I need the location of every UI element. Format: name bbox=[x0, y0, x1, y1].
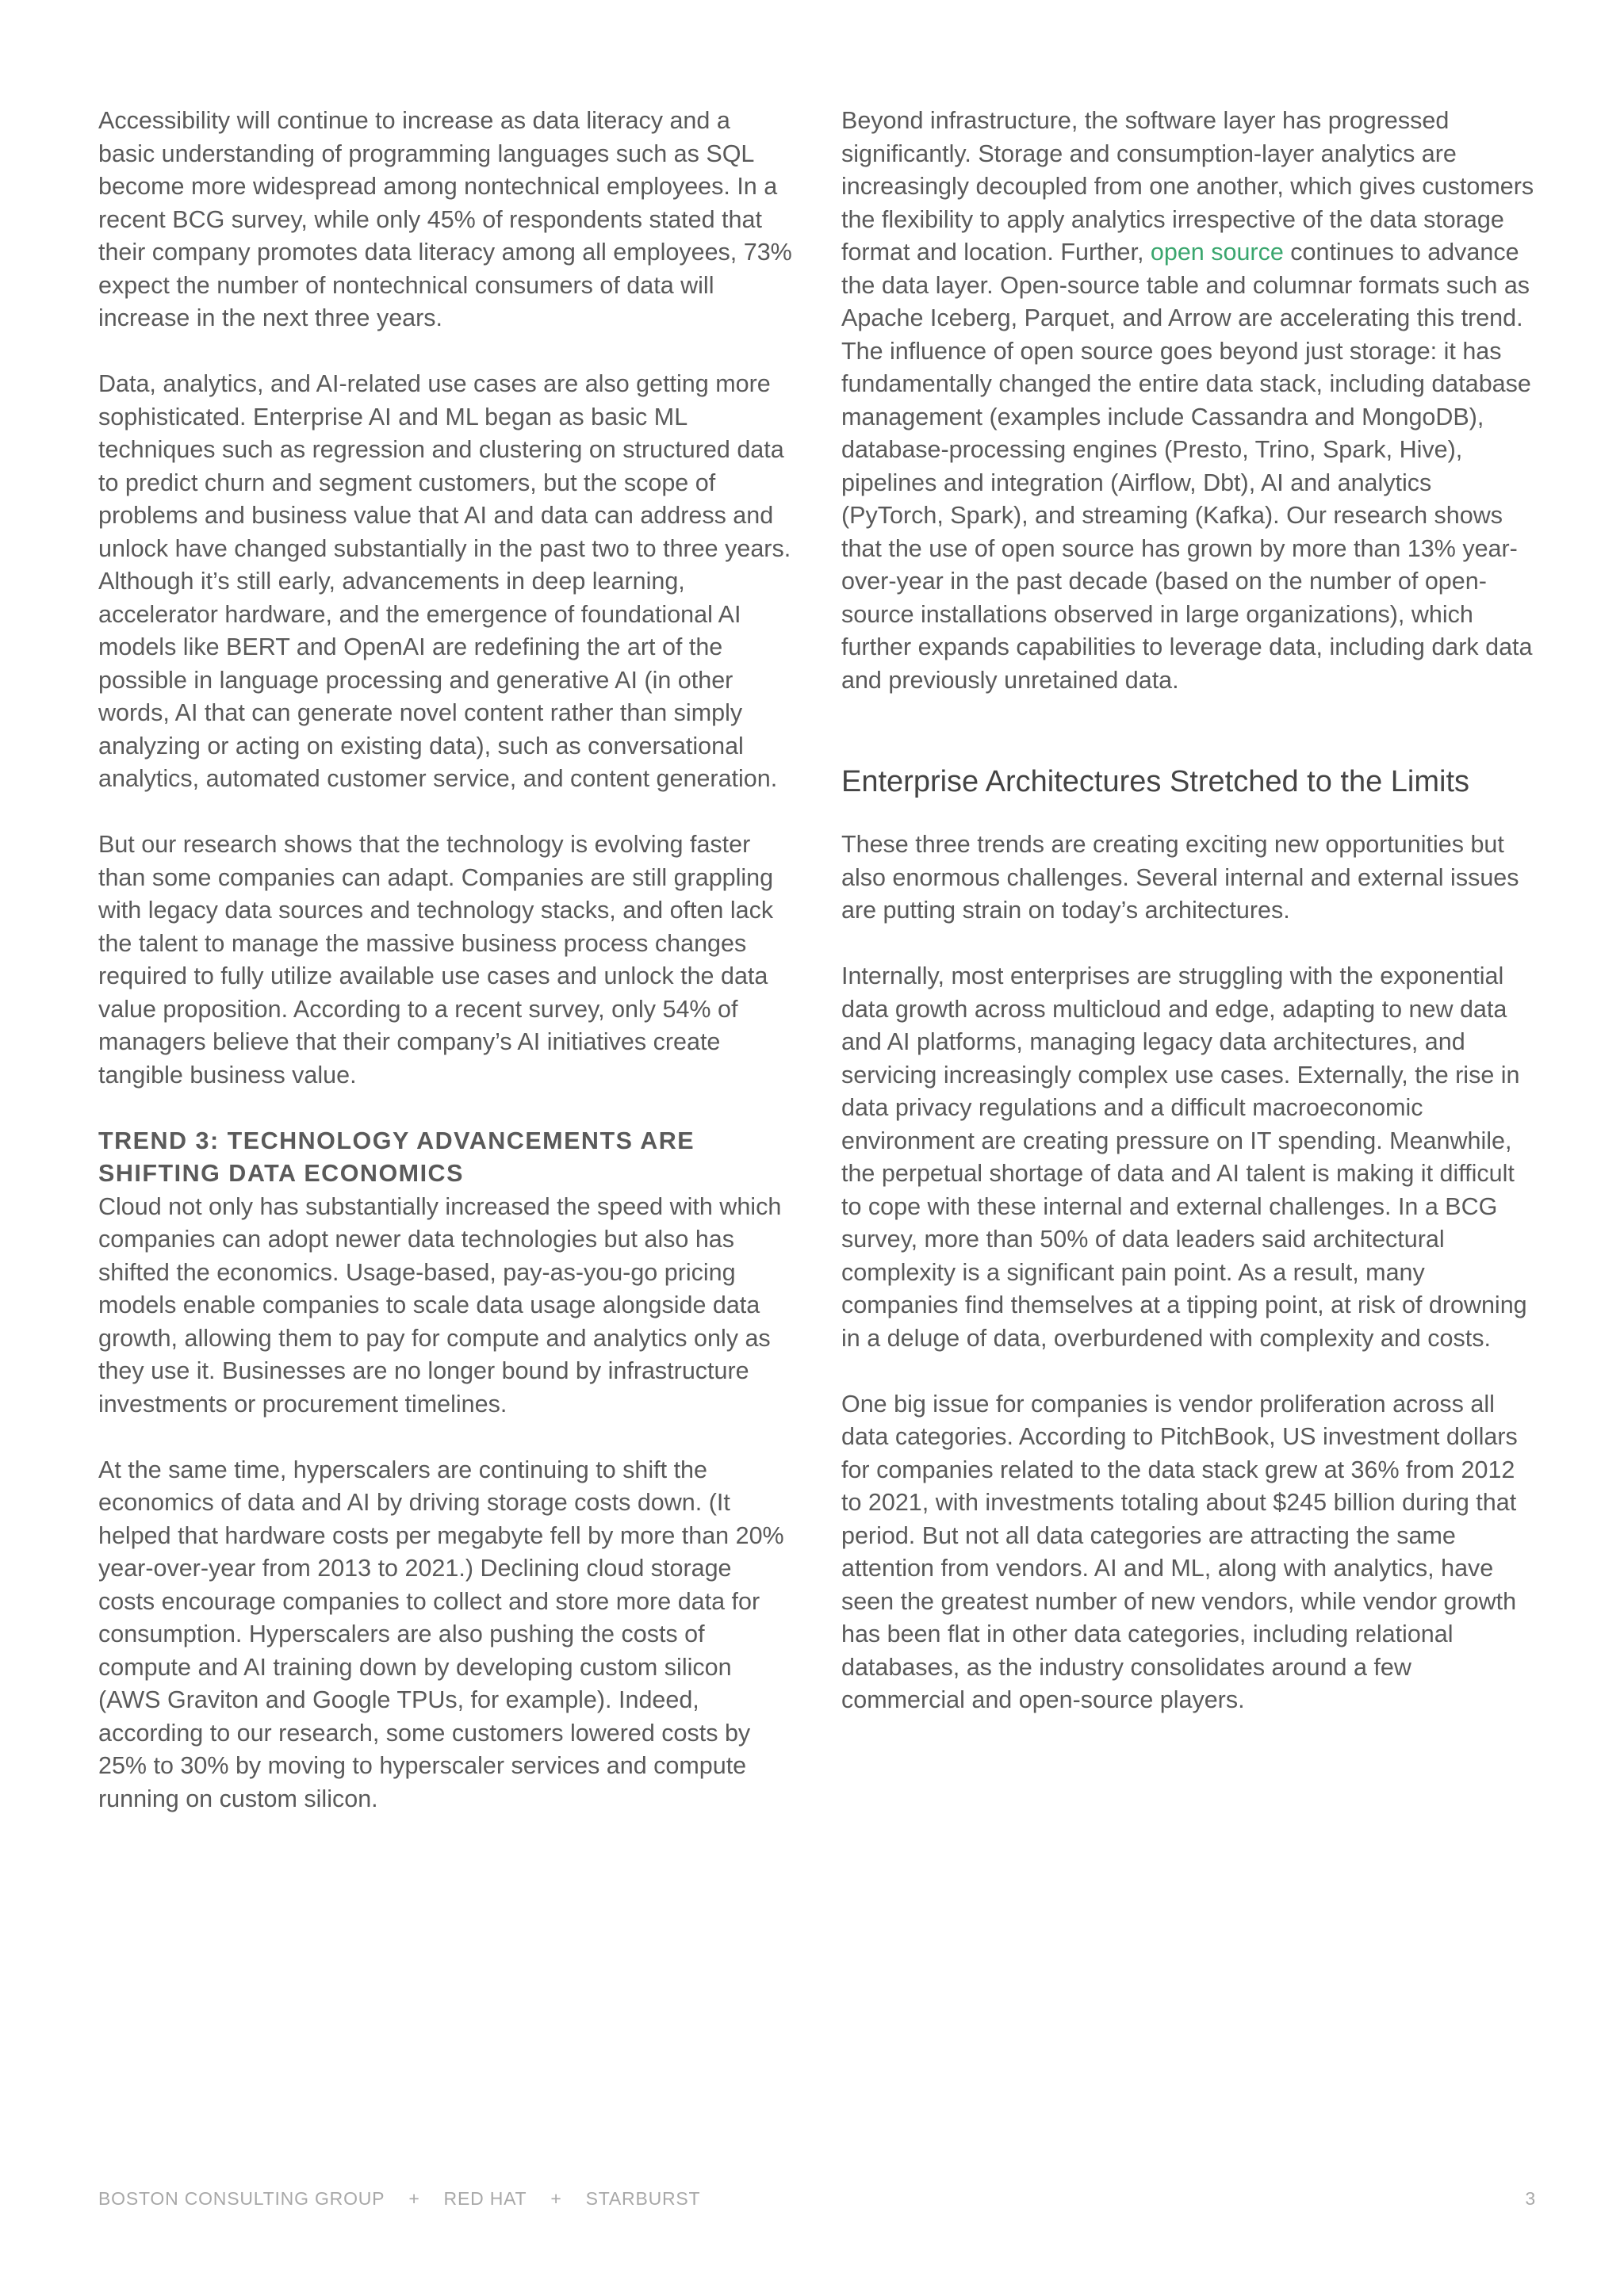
paragraph-technology-evolving: But our research shows that the technology is evolving faster than some companies can adapt. Companies are still grappling with legacy data sources and technology stacks, and often lack the talent to manage the massive business process changes required to fully utilize available use cases and unlock the data value proposition. According to a recent survey, only 54% of managers believe that their company’s AI initiatives create tangible business value. bbox=[98, 831, 774, 1089]
paragraph-use-cases: Data, analytics, and AI-related use cases are also getting more sophisticated. Enterprise AI and ML began as basic ML techniques such as regression and clustering on structured data to predict churn and segment customers, but the scope of problems and business value that AI and data can address and unlock have changed substantially in the past two to three years. Although it’s still early, advancements in deep learning, accelerator hardware, and the emergence of foundational AI models like BERT and OpenAI are redefining the art of the possible in language processing and generative AI (in other words, AI that can generate novel content rather than simply analyzing or acting on existing data), such as conversational analytics, automated customer service, and content generation. bbox=[98, 370, 791, 792]
software-layer-text-end: continues to advance the data layer. Open-source table and columnar formats such as Apache Iceberg, Parquet, and Arrow are accelerating this trend. The influence of open source goes beyond just storage: it has fundamentally changed the entire data stack, including database management (examples include Cassandra and MongoDB), database-processing engines (Presto, Trino, Spark, Hive), pipelines and integration (Airflow, Dbt), AI and analytics (PyTorch, Spark), and streaming (Kafka). Our research shows that the use of open source has grown by more than 13% year-over-year in the past decade (based on the number of open-source installations observed in large organizations), which further expands capabilities to leverage data, including dark data and previously unretained data. bbox=[841, 239, 1533, 694]
footer-separator: + bbox=[550, 2188, 562, 2209]
footer-brand-bcg: BOSTON CONSULTING GROUP bbox=[98, 2188, 385, 2209]
open-source-link[interactable]: open source bbox=[1150, 239, 1284, 266]
paragraph-three-trends: These three trends are creating exciting new opportunities but also enormous challenges. Several internal and external issues are putting strain on today’s architectures. bbox=[841, 831, 1519, 924]
page-number: 3 bbox=[1525, 2188, 1536, 2209]
paragraph-internal-external: Internally, most enterprises are struggling with the exponential data growth across multicloud and edge, adapting to new data and AI platforms, managing legacy data architectures, and servicing increasingly complex use cases. Externally, the rise in data privacy regulations and a difficult macroeconomic environment are creating pressure on IT spending. Meanwhile, the perpetual shortage of data and AI talent is making it difficult to cope with these internal and external challenges. In a BCG survey, more than 50% of data leaders said architectural complexity is a significant pain point. As a result, many companies find themselves at a tipping point, at risk of drowning in a deluge of data, overburdened with complexity and costs. bbox=[841, 962, 1527, 1352]
footer-brand-red-hat: RED HAT bbox=[443, 2188, 527, 2209]
left-column bbox=[98, 105, 793, 1849]
paragraph-hyperscalers: At the same time, hyperscalers are continuing to shift the economics of data and AI by driving storage costs down. (It helped that hardware costs per megabyte fell by more than 20% year-over-year from 2013 to 2021.) Declining cloud storage costs encourage companies to collect and store more data for consumption. Hyperscalers are also pushing the costs of compute and AI training down by developing custom silicon (AWS Graviton and Google TPUs, for example). Indeed, according to our research, some customers lowered costs by 25% to 30% by moving to hyperscaler services and compute running on custom silicon. bbox=[98, 1456, 784, 1812]
software-layer-text-start: Beyond infrastructure, the software layer has progressed significantly. Storage and consumption-layer analytics are increasingly decoupled from one another, which gives customers the flexibility to apply analytics irrespective of the data storage format and location. Further, bbox=[841, 107, 1534, 266]
right-column bbox=[841, 105, 1536, 1750]
paragraph-software-layer bbox=[841, 105, 1536, 697]
paragraph-vendor-proliferation: One big issue for companies is vendor proliferation across all data categories. According to PitchBook, US investment dollars for companies related to the data stack grew at 36% from 2012 to 2021, with investments totaling about $245 billion during that period. But not all data categories are attracting the same attention from vendors. AI and ML, along with analytics, have seen the greatest number of new vendors, while vendor growth has been flat in other data categories, including relational databases, as the industry consolidates around a few commercial and open-source players. bbox=[841, 1390, 1518, 1713]
trend-3-heading: TREND 3: TECHNOLOGY ADVANCEMENTS ARE SHIFTING DATA ECONOMICS bbox=[98, 1127, 695, 1187]
paragraph-cloud-economics: Cloud not only has substantially increased the speed with which companies can adopt newer data technologies but also has shifted the economics. Usage-based, pay-as-you-go pricing models enable companies to scale data usage alongside data growth, allowing them to pay for compute and analytics only as they use it. Businesses are no longer bound by infrastructure investments or procurement timelines. bbox=[98, 1192, 782, 1418]
section-heading: Enterprise Architectures Stretched to the Limits bbox=[841, 765, 1470, 798]
paragraph-data-literacy: Accessibility will continue to increase as data literacy and a basic understanding of programming languages such as SQL become more widespread among nontechnical employees. In a recent BCG survey, while only 45% of respondents stated that their company promotes data literacy among all employees, 73% expect the number of nontechnical consumers of data will increase in the next three years. bbox=[98, 107, 792, 331]
footer-brand-starburst: STARBURST bbox=[585, 2188, 701, 2209]
page-footer bbox=[98, 2188, 1536, 2210]
footer-separator: + bbox=[408, 2188, 420, 2209]
footer-brands bbox=[98, 2188, 700, 2210]
